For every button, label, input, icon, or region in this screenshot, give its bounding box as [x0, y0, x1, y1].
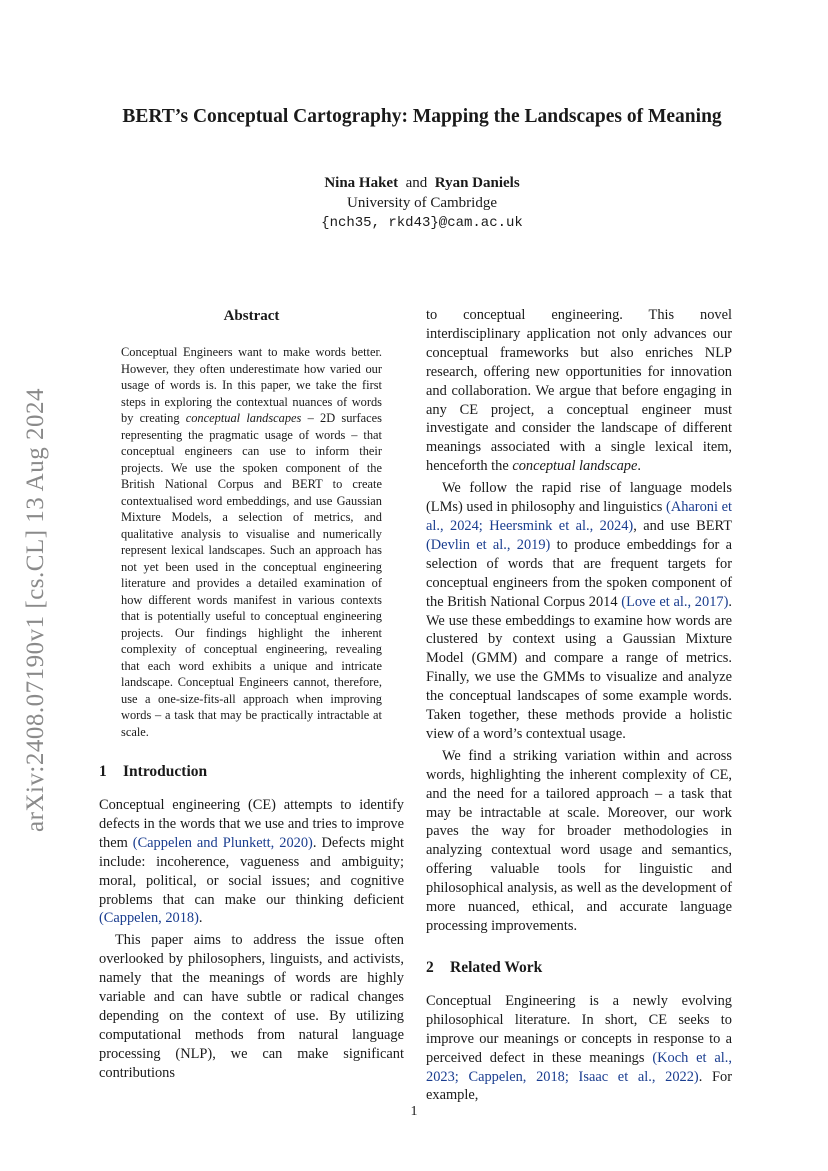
- paper-title: BERT’s Conceptual Cartography: Mapping the Landscapes of Meaning: [122, 106, 722, 127]
- paragraph: [99, 796, 404, 928]
- text: to conceptual engineering. This novel interdisciplinary application not only advances our conceptual frameworks but also enriches NLP research, offering new opportunities for innovation and collaboration. We argue that before engaging in any CE project, a conceptual engineer must investigate and consider the landscape of different meanings associated with a single lexical item, henceforth the: [426, 307, 732, 475]
- paragraph: [426, 479, 732, 744]
- term: conceptual landscape: [512, 458, 638, 475]
- citation-link[interactable]: (Devlin et al., 2019): [426, 536, 551, 553]
- author-conjunction: and: [405, 175, 428, 191]
- section-title: Introduction: [123, 763, 208, 780]
- author-block: [90, 173, 754, 233]
- page-number: 1: [410, 1104, 418, 1119]
- author-name: Ryan Daniels: [434, 175, 520, 191]
- citation-link[interactable]: (Koch et al., 2023; Cappelen, 2018; Isaac et al., 2022): [426, 1049, 732, 1085]
- text: . For example,: [426, 1068, 732, 1104]
- author-email: {nch35, rkd43}@cam.ac.uk: [321, 215, 523, 231]
- text: . We use these embeddings to examine how words are clustered by context using a Gaussian Mixture Model (GMM) and compare a range of metrics. Finally, we use the GMMs to visualize and analyze the conceptual landscapes of some example words. Taken together, these methods provide a holistic view of a word’s contextual usage.: [426, 593, 732, 742]
- left-column: [99, 306, 404, 1083]
- text: , and use BERT: [633, 517, 733, 534]
- section-number: 1: [99, 763, 107, 780]
- abstract-heading: Abstract: [223, 308, 280, 324]
- text: .: [198, 910, 203, 927]
- citation-link[interactable]: (Love et al., 2017): [621, 593, 729, 610]
- section-number: 2: [426, 958, 434, 976]
- abstract-text-part: – 2D surfaces representing the pragmatic usage of words – that conceptual engineers can use to inform their projects. We use the spoken component of the British National Corpus and BERT to create contextualised word embeddings, and use Gaussian Mixture Models, a selection of metrics, and qualitative analysis to visualise and numerically represent lexical landscapes. Such an approach has not yet been used in the conceptual engineering literature and provides a detailed examination of how different words manifest in various contexts that is potentially useful to conceptual engineering projects. Our findings highlight the inherent complexity of conceptual engineering, revealing that each word exhibits a unique and intricate landscape. Conceptual Engineers cannot, therefore, use a one-size-fits-all approach when improving words – a task that may be practically intractable at scale.: [121, 411, 382, 739]
- abstract-text-part: Conceptual Engineers want to make words better. However, they often underestimate how varied our usage of words is. In this paper, we take the first steps in exploring the contextual nuances of words by creating: [121, 345, 382, 425]
- abstract-term: conceptual landscapes: [185, 411, 302, 425]
- text: . Defects might include: incoherence, vagueness and ambiguity; moral, political, or social issues; and cognitive problems that can make our thinking deficient: [99, 834, 404, 908]
- affiliation: University of Cambridge: [347, 195, 497, 211]
- section-title: Related Work: [450, 958, 543, 976]
- paragraph: We find a striking variation within and across words, highlighting the inherent complexity of CE, and the need for a tailored approach – a task that may be intractable at scale. Moreover, our work paves the way for broader methodologies in analyzing contextual word usage and semantics, offering valuable tools for linguistic and philosophical analysis, as well as the development of more nuanced, ethical, and accurate language processing improvements.: [426, 747, 732, 934]
- abstract-text: [121, 344, 382, 740]
- paragraph: This paper aims to address the issue often overlooked by philosophers, linguists, and activists, namely that the meanings of words are highly variable and can have subtle or radical changes depending on the context of use. By utilizing computational methods from natural language processing (NLP), we can make significant contributions: [99, 932, 404, 1081]
- text: Conceptual engineering (CE) attempts to identify defects in the words that we use and tries to improve them: [99, 797, 404, 851]
- paragraph: [426, 992, 732, 1105]
- section-heading-introduction: [99, 762, 404, 782]
- author-name: Nina Haket: [324, 175, 399, 191]
- citation-link[interactable]: (Aharoni et al., 2024; Heersmink et al., 2024): [426, 499, 732, 534]
- text: Conceptual Engineering is a newly evolving philosophical literature. In short, CE seeks to improve our meanings or concepts in response to a perceived defect in these meanings: [426, 992, 732, 1066]
- text: to produce embeddings for a selection of words that are frequent targets for conceptual engineers from the spoken component of the British National Corpus 2014: [426, 536, 732, 610]
- text: We follow the rapid rise of language models (LMs) used in philosophy and linguistics: [426, 480, 732, 516]
- paragraph: [426, 306, 732, 476]
- right-column: [426, 306, 732, 1105]
- section-heading-related-work: [426, 958, 732, 978]
- author-line: [90, 173, 754, 193]
- citation-link[interactable]: (Cappelen, 2018): [99, 910, 199, 927]
- arxiv-identifier: arXiv:2408.07190v1 [cs.CL] 13 Aug 2024: [22, 388, 49, 832]
- citation-link[interactable]: (Cappelen and Plunkett, 2020): [132, 834, 313, 851]
- text: .: [637, 458, 642, 475]
